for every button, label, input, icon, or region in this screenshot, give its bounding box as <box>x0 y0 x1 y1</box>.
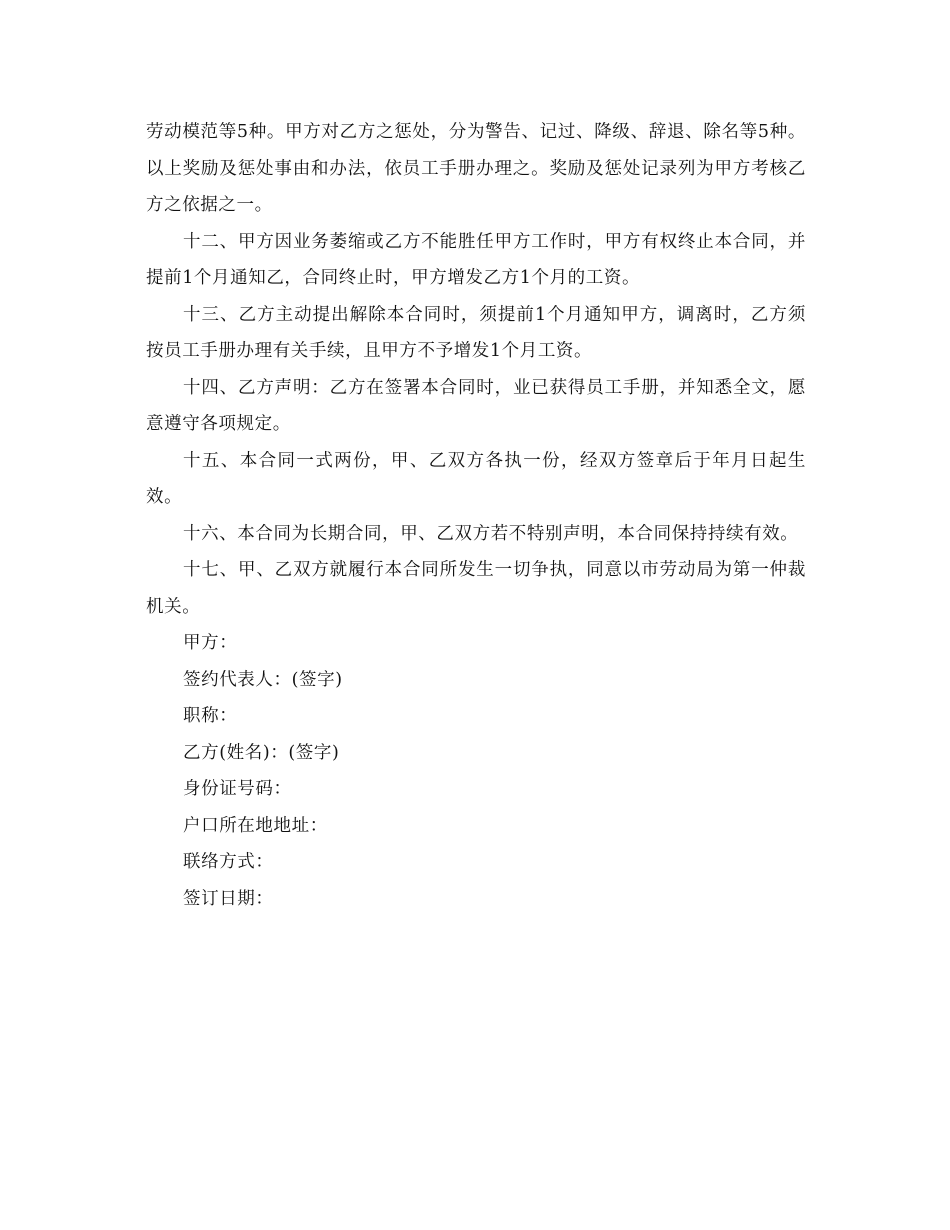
signing-representative-label: 签约代表人：(签字) <box>183 669 343 690</box>
signing-date-label: 签订日期： <box>183 888 274 909</box>
paragraph-clause-15: 十五、本合同一式两份，甲、乙双方各执一份，经双方签章后于年月日起生效。 <box>146 450 806 507</box>
paragraph-clause-14: 十四、乙方声明：乙方在签署本合同时，业已获得员工手册，并知悉全文，愿意遵守各项规定。 <box>146 377 806 434</box>
paragraph-clause-12: 十二、甲方因业务萎缩或乙方不能胜任甲方工作时，甲方有权终止本合同，并提前1个月通知乙，合同终止时，甲方增发乙方1个月的工资。 <box>146 231 806 288</box>
document-body <box>146 114 806 917</box>
party-b-name-label: 乙方(姓名)：(签字) <box>183 742 340 763</box>
paragraph-clause-16: 十六、本合同为长期合同，甲、乙双方若不特别声明，本合同保持持续有效。 <box>183 523 799 544</box>
party-a-label: 甲方： <box>183 633 238 653</box>
paragraph-clause-13: 十三、乙方主动提出解除本合同时，须提前1个月通知甲方，调离时，乙方须按员工手册办理有关手续，且甲方不予增发1个月工资。 <box>146 304 806 361</box>
job-title-label: 职称： <box>183 706 238 726</box>
paragraph-clause-17: 十七、甲、乙双方就履行本合同所发生一切争执，同意以市劳动局为第一仲裁机关。 <box>146 560 806 617</box>
id-number-label: 身份证号码： <box>183 779 292 799</box>
contact-label: 联络方式： <box>183 852 274 872</box>
household-address-label: 户口所在地地址： <box>183 815 328 836</box>
paragraph-reward-punishment: 劳动模范等5种。甲方对乙方之惩处，分为警告、记过、降级、辞退、除名等5种。以上奖励及惩处事由和办法，依员工手册办理之。奖励及惩处记录列为甲方考核乙方之依据之一。 <box>146 122 806 215</box>
